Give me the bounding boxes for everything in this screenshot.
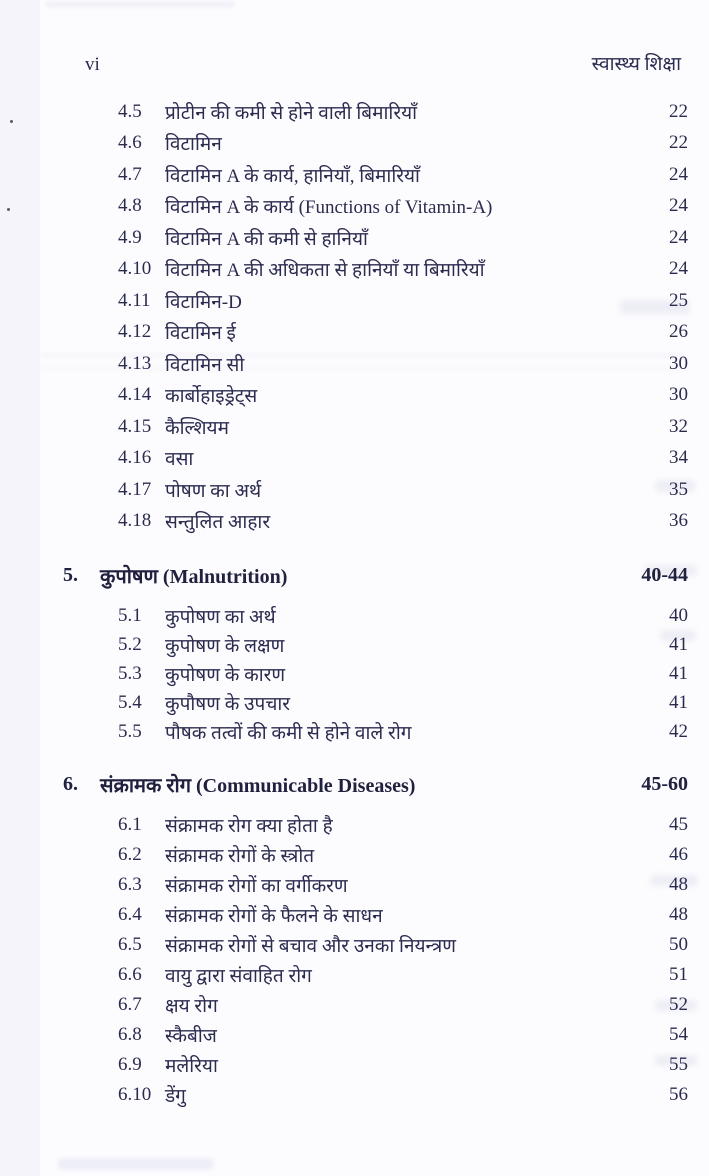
toc-item-title: वायु द्वारा संवाहित रोग <box>165 966 312 987</box>
toc-item-number: 6.5 <box>118 934 142 955</box>
toc-item-title: विटामिन ई <box>165 323 236 345</box>
toc-item <box>63 688 688 717</box>
toc-item-page: 50 <box>669 934 688 955</box>
toc-item-page: 30 <box>669 352 688 374</box>
toc-item-page: 24 <box>669 226 688 248</box>
toc-section-heading <box>63 768 688 800</box>
toc-item-number: 4.6 <box>118 132 142 154</box>
toc-item <box>63 285 688 317</box>
toc-item-page: 55 <box>669 1054 688 1075</box>
toc-item-page: 41 <box>669 691 688 713</box>
toc-item-page: 46 <box>669 844 688 865</box>
toc-section <box>63 559 688 746</box>
toc-item-title: विटामिन सी <box>165 354 245 376</box>
toc-item-page: 41 <box>669 662 688 684</box>
section-title: कुपोषण (Malnutrition) <box>100 565 288 588</box>
toc-item <box>63 474 688 506</box>
toc-item-page: 48 <box>669 904 688 925</box>
toc-item <box>63 659 688 688</box>
toc-item-number: 5.5 <box>118 720 142 742</box>
toc-item-number: 6.8 <box>118 1024 142 1045</box>
toc-item-title: कैल्शियम <box>165 417 229 439</box>
toc-item-number: 6.10 <box>118 1084 152 1105</box>
toc-item-number: 4.14 <box>118 384 152 406</box>
toc-item <box>63 96 688 128</box>
scan-edge-tint <box>0 0 40 1176</box>
toc-item-title: कुपोषण के कारण <box>165 664 286 686</box>
toc-item-page: 30 <box>669 384 688 406</box>
section-page-range: 45-60 <box>641 772 688 795</box>
toc-item <box>63 810 688 840</box>
toc-item <box>63 870 688 900</box>
toc <box>63 96 688 1110</box>
scan-artifact <box>58 1158 213 1170</box>
toc-item-page: 34 <box>669 447 688 469</box>
toc-item-title: संक्रामक रोग क्या होता है <box>165 816 333 837</box>
toc-item <box>63 717 688 746</box>
toc-section-heading <box>63 559 688 591</box>
toc-item-title: विटामिन A की अधिकता से हानियाँ या बिमारियाँ <box>165 260 485 282</box>
toc-item-number: 6.4 <box>118 904 142 925</box>
toc-item-number: 4.13 <box>118 352 152 374</box>
toc-item-page: 40 <box>669 604 688 626</box>
running-title: स्वास्थ्य शिक्षा <box>591 54 681 75</box>
toc-item <box>63 128 688 160</box>
toc-item <box>63 1050 688 1080</box>
toc-item-number: 4.12 <box>118 321 152 343</box>
toc-item-page: 41 <box>669 633 688 655</box>
toc-item-title: क्षय रोग <box>165 996 218 1017</box>
toc-item-number: 4.9 <box>118 226 142 248</box>
toc-item-number: 6.9 <box>118 1054 142 1075</box>
toc-item-number: 6.6 <box>118 964 142 985</box>
toc-item-page: 45 <box>669 814 688 835</box>
scan-speck <box>10 120 13 123</box>
toc-item-page: 22 <box>669 132 688 154</box>
toc-item-page: 56 <box>669 1084 688 1105</box>
toc-item-title: विटामिन A के कार्य, हानियाँ, बिमारियाँ <box>165 165 420 187</box>
toc-item-number: 5.1 <box>118 604 142 626</box>
toc-item-title: कुपोषण का अर्थ <box>165 606 276 628</box>
toc-item <box>63 159 688 191</box>
toc-item-number: 6.1 <box>118 814 142 835</box>
toc-item-number: 4.10 <box>118 258 152 280</box>
toc-item-title: विटामिन A के कार्य (Functions of Vitamin-A) <box>165 197 493 219</box>
toc-item-page: 48 <box>669 874 688 895</box>
toc-item-number: 5.2 <box>118 633 142 655</box>
toc-item-number: 4.18 <box>118 510 152 532</box>
toc-item-title: विटामिन-D <box>165 291 242 313</box>
toc-item-number: 4.5 <box>118 100 142 122</box>
toc-item <box>63 990 688 1020</box>
toc-item-number: 4.16 <box>118 447 152 469</box>
section-number: 5. <box>63 563 78 586</box>
toc-item-title: पौषक तत्वों की कमी से होने वाले रोग <box>165 722 412 744</box>
toc-item-page: 52 <box>669 994 688 1015</box>
toc-item <box>63 930 688 960</box>
toc-item-title: संक्रामक रोगों का वर्गीकरण <box>165 876 348 897</box>
toc-item <box>63 630 688 659</box>
toc-item-title: पोषण का अर्थ <box>165 480 262 502</box>
toc-item-page: 24 <box>669 258 688 280</box>
toc-item <box>63 380 688 412</box>
toc-item-title: संक्रामक रोगों से बचाव और उनका नियन्त्रण <box>165 936 456 957</box>
toc-item-page: 32 <box>669 415 688 437</box>
toc-item-number: 6.3 <box>118 874 142 895</box>
toc-item <box>63 317 688 349</box>
section-number: 6. <box>63 772 78 795</box>
toc-item <box>63 1020 688 1050</box>
toc-item-number: 5.3 <box>118 662 142 684</box>
toc-item-title: स्कैबीज <box>165 1026 217 1047</box>
toc-item-page: 35 <box>669 478 688 500</box>
toc-item <box>63 191 688 223</box>
toc-item <box>63 254 688 286</box>
toc-item-page: 42 <box>669 720 688 742</box>
toc-item-number: 4.17 <box>118 478 152 500</box>
toc-item-title: वसा <box>165 449 194 471</box>
toc-item-page: 25 <box>669 289 688 311</box>
toc-item-title: प्रोटीन की कमी से होने वाली बिमारियाँ <box>165 102 418 124</box>
toc-item-number: 4.15 <box>118 415 152 437</box>
page-header <box>85 50 681 76</box>
toc-item-title: कुपौषण के उपचार <box>165 693 291 715</box>
toc-item-page: 22 <box>669 100 688 122</box>
toc-item-title: मलेरिया <box>165 1056 218 1077</box>
toc-item-title: कुपोषण के लक्षण <box>165 635 285 657</box>
toc-item-number: 6.2 <box>118 844 142 865</box>
toc-item-number: 4.8 <box>118 195 142 217</box>
toc-item-page: 26 <box>669 321 688 343</box>
scan-artifact <box>45 2 235 7</box>
section-title: संक्रामक रोग (Communicable Diseases) <box>100 774 416 797</box>
toc-item-title: डेंगु <box>165 1086 186 1107</box>
toc-item <box>63 222 688 254</box>
toc-item-title: संक्रामक रोगों के स्त्रोत <box>165 846 315 867</box>
toc-item <box>63 1080 688 1110</box>
toc-item-page: 36 <box>669 510 688 532</box>
toc-item-page: 24 <box>669 163 688 185</box>
toc-item-number: 4.11 <box>118 289 151 311</box>
section-page-range: 40-44 <box>641 563 688 586</box>
toc-item-page: 51 <box>669 964 688 985</box>
toc-item <box>63 900 688 930</box>
toc-section <box>63 768 688 1110</box>
folio-page-number: vi <box>85 54 100 75</box>
toc-item-title: विटामिन A की कमी से हानियाँ <box>165 228 368 250</box>
toc-item-number: 5.4 <box>118 691 142 713</box>
toc-item <box>63 601 688 630</box>
toc-item <box>63 348 688 380</box>
toc-item <box>63 506 688 538</box>
toc-item-title: संक्रामक रोगों के फैलने के साधन <box>165 906 383 927</box>
toc-item-page: 54 <box>669 1024 688 1045</box>
toc-item <box>63 960 688 990</box>
scan-speck <box>7 208 10 211</box>
toc-item-title: सन्तुलित आहार <box>165 512 271 534</box>
toc-item-page: 24 <box>669 195 688 217</box>
toc-item-number: 6.7 <box>118 994 142 1015</box>
toc-section <box>63 96 688 537</box>
toc-item <box>63 411 688 443</box>
toc-item <box>63 840 688 870</box>
toc-item-number: 4.7 <box>118 163 142 185</box>
toc-item-title: विटामिन <box>165 134 222 156</box>
toc-item <box>63 443 688 475</box>
toc-item-title: कार्बोहाइड्रेट्स <box>165 386 258 408</box>
